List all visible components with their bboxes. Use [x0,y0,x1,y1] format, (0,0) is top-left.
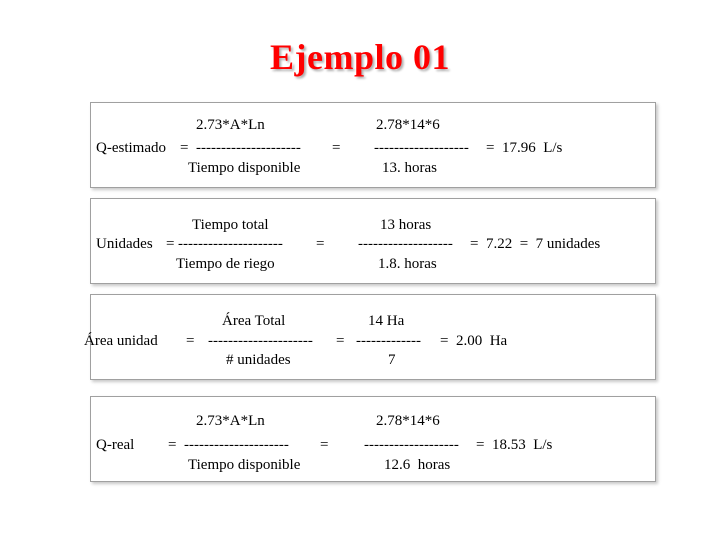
q-estimado-result: = 17.96 L/s [486,140,563,156]
unidades-denominator-2: 1.8. horas [378,256,437,272]
area-unidad-denominator: # unidades [226,352,291,368]
unidades-denominator: Tiempo de riego [176,256,275,272]
q-real-denominator: Tiempo disponible [188,457,301,473]
unidades-fraction-bar: --------------------- [178,236,283,252]
q-estimado-numerator: 2.73*A*Ln [196,117,265,133]
q-real-numerator-2: 2.78*14*6 [376,413,440,429]
q-real-equals-2: = [320,437,329,453]
area-unidad-fraction-bar: --------------------- [208,333,313,349]
q-real-denominator-2: 12.6 horas [384,457,451,473]
q-real-equals: = [168,437,177,453]
unidades-fraction-bar-2: ------------------- [358,236,453,252]
area-unidad-equals-2: = [336,333,345,349]
area-unidad-result: = 2.00 Ha [440,333,508,349]
area-unidad-numerator-2: 14 Ha [368,313,405,329]
page-title: Ejemplo 01 [270,37,450,77]
q-estimado-denominator: Tiempo disponible [188,160,301,176]
area-unidad-fraction-bar-2: ------------- [356,333,421,349]
q-estimado-equals: = [180,140,189,156]
q-estimado-label: Q-estimado [96,140,166,156]
q-real-numerator: 2.73*A*Ln [196,413,265,429]
area-unidad-numerator: Área Total [222,313,286,329]
q-estimado-box [90,102,656,188]
q-real-fraction-bar: --------------------- [184,437,289,453]
q-real-result: = 18.53 L/s [476,437,553,453]
q-estimado-fraction-bar-2: ------------------- [374,140,469,156]
q-estimado-equals-2: = [332,140,341,156]
unidades-equals-2: = [316,236,325,252]
area-unidad-label: Área unidad [84,333,158,349]
unidades-numerator: Tiempo total [192,217,269,233]
unidades-label: Unidades [96,236,153,252]
area-unidad-equals: = [186,333,195,349]
q-real-label: Q-real [96,437,135,453]
unidades-numerator-2: 13 horas [380,217,432,233]
unidades-equals: = [166,236,175,252]
q-real-fraction-bar-2: ------------------- [364,437,459,453]
unidades-result: = 7.22 = 7 unidades [470,236,601,252]
area-unidad-denominator-2: 7 [388,352,396,368]
q-estimado-fraction-bar: --------------------- [196,140,301,156]
q-estimado-numerator-2: 2.78*14*6 [376,117,440,133]
q-estimado-denominator-2: 13. horas [382,160,437,176]
